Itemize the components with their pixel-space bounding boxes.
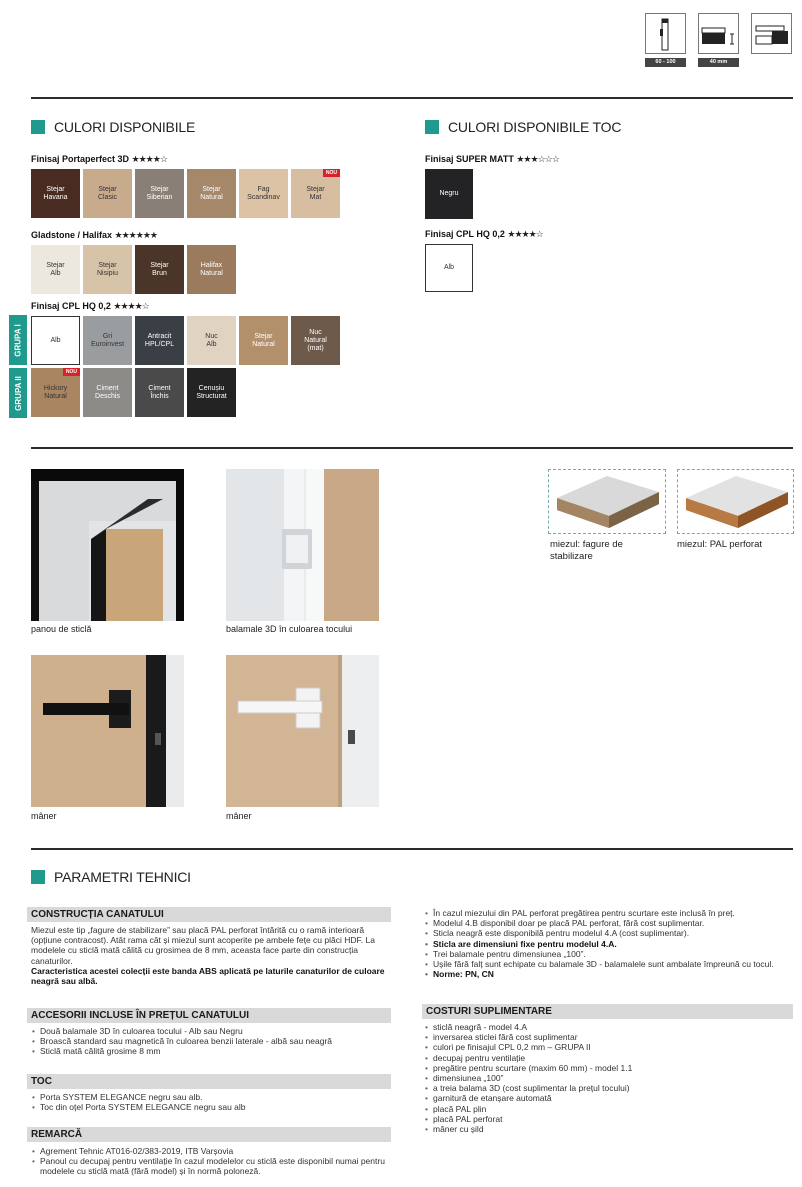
list-item: • Panoul cu decupaj pentru ventilație în cazul modelelor cu sticlă este disponibil numai pentru modelele cu sticlă mată (fără model) și în normă poloneză. <box>31 1156 393 1176</box>
list-item: • dimensiunea „100” <box>424 1073 794 1083</box>
costuri-list <box>424 1022 794 1134</box>
accesorii-list <box>31 1026 393 1057</box>
handle-black-photo <box>31 655 184 807</box>
list-item: • decupaj pentru ventilație <box>424 1053 794 1063</box>
list-item: • a treia balama 3D (cost suplimentar la prețul tocului) <box>424 1083 794 1093</box>
list-item: • inversarea sticlei fără cost suplimentar <box>424 1032 794 1042</box>
color-swatch: Stejar Brun <box>135 245 184 294</box>
super-matt-name: Finisaj SUPER MATT <box>425 154 514 164</box>
handle-white-caption: mâner <box>226 811 252 821</box>
parametri-title-text: PARAMETRI TEHNICI <box>54 869 191 885</box>
portaperfect-stars: ★★★★☆ <box>131 154 167 164</box>
swatch-toc-alb: Alb <box>425 244 473 292</box>
culori-title-text: CULORI DISPONIBILE <box>54 119 196 135</box>
wall-thickness-label: 60 - 100 <box>645 58 686 67</box>
toc-list <box>31 1092 393 1112</box>
color-swatch: Stejar Nisipiu <box>83 245 132 294</box>
gladstone-name: Gladstone / Halifax <box>31 230 113 240</box>
handle-black-caption: mâner <box>31 811 57 821</box>
frame-depth-label: 40 mm <box>698 58 739 67</box>
constructia-text: Miezul este tip „fagure de stabilizare” sau placă PAL perforat întărită cu o ramă interioară (opțiune contracost). Atât rama cât și miezul sunt acoperite pe ambele fețe cu plăci HDF. La modelele cu sticlă mată călită cu grosimea de 8 mm, aceasta face parte din construcția canaturilor. <box>31 925 375 966</box>
list-item: • sticlă neagră - model 4.A <box>424 1022 794 1032</box>
cpl-stars: ★★★★☆ <box>113 301 149 311</box>
list-item: • Sticlă mată călită grosime 8 mm <box>31 1046 393 1056</box>
list-item: • mâner cu șild <box>424 1124 794 1134</box>
divider-middle <box>31 447 793 449</box>
list-item: • culori pe finisajul CPL 0,2 mm – GRUPA II <box>424 1042 794 1052</box>
color-swatch: Stejar Mat NOU <box>291 169 340 218</box>
gladstone-stars: ★★★★★★ <box>114 230 157 240</box>
grupa-1-label: GRUPA I <box>9 315 27 365</box>
toc-cpl-title <box>425 229 543 240</box>
divider-bottom <box>31 848 793 850</box>
color-swatch: Stejar Siberian <box>135 169 184 218</box>
list-item: • Modelul 4.B disponibil doar pe placă PAL perforat, fără cost suplimentar. <box>424 918 794 928</box>
color-swatch: Cenușiu Structurat <box>187 368 236 417</box>
hinges-caption: balamale 3D în culoarea tocului <box>226 624 353 634</box>
color-swatch: Ciment Deschis <box>83 368 132 417</box>
frame-depth-icon <box>698 13 739 54</box>
color-swatch: Hickory Natural NOU <box>31 368 80 417</box>
color-swatch: Nuc Alb <box>187 316 236 365</box>
color-swatch: Antracit HPL/CPL <box>135 316 184 365</box>
toc-cpl-stars: ★★★★☆ <box>507 229 543 239</box>
list-item: • placă PAL perforat <box>424 1114 794 1124</box>
list-item: • Sticla are dimensiuni fixe pentru modelul 4.A. <box>424 939 794 949</box>
color-swatch: Stejar Natural <box>239 316 288 365</box>
list-item: • Porta SYSTEM ELEGANCE negru sau alb. <box>31 1092 393 1102</box>
right-notes-list <box>424 908 794 979</box>
remarca-header: REMARCĂ <box>27 1127 391 1142</box>
color-swatch: Stejar Havana <box>31 169 80 218</box>
grupa-2-label: GRUPA II <box>9 368 27 418</box>
constructia-header: CONSTRUCȚIA CANATULUI <box>27 907 391 922</box>
list-item: • Două balamale 3D în culoarea tocului - Alb sau Negru <box>31 1026 393 1036</box>
list-item: • garnitură de etanșare automată <box>424 1093 794 1103</box>
culori-toc-title <box>425 119 621 135</box>
super-matt-stars: ★★★☆☆☆ <box>516 154 559 164</box>
list-item: • Trei balamale pentru dimensiunea „100”. <box>424 949 794 959</box>
color-swatch: Halifax Natural <box>187 245 236 294</box>
color-swatch: Ciment Închis <box>135 368 184 417</box>
wall-thickness-icon <box>645 13 686 54</box>
list-item: • Ușile fără falț sunt echipate cu balamale 3D - balamalele sunt ambalate împreună cu tocul. <box>424 959 794 969</box>
gladstone-title <box>31 230 157 241</box>
culori-title <box>31 119 195 135</box>
portaperfect-name: Finisaj Portaperfect 3D <box>31 154 130 164</box>
list-item: • Broască standard sau magnetică în culoarea benzii laterale - albă sau neagră <box>31 1036 393 1046</box>
list-item: • În cazul miezului din PAL perforat pregătirea pentru scurtare este inclusă în preț. <box>424 908 794 918</box>
section-square-icon <box>31 120 45 134</box>
honeycomb-core-caption: miezul: fagure de stabilizare <box>550 539 623 562</box>
section-square-icon <box>425 120 439 134</box>
toc-cpl-name: Finisaj CPL HQ 0,2 <box>425 229 505 239</box>
accesorii-header: ACCESORII INCLUSE ÎN PREȚUL CANATULUI <box>27 1008 391 1023</box>
glass-panel-caption: panou de sticlă <box>31 624 92 634</box>
handle-white-photo <box>226 655 379 807</box>
culori-toc-title-text: CULORI DISPONIBILE TOC <box>448 119 622 135</box>
list-item: • Norme: PN, CN <box>424 969 794 979</box>
list-item: • Agrement Tehnic AT016-02/383-2019, ITB Varșovia <box>31 1146 393 1156</box>
remarca-list <box>31 1146 393 1177</box>
color-swatch: Stejar Alb <box>31 245 80 294</box>
new-badge: NOU <box>63 368 80 376</box>
section-square-icon <box>31 870 45 884</box>
list-item: • pregătire pentru scurtare (maxim 60 mm) - model 1.1 <box>424 1063 794 1073</box>
constructia-bold: Caracteristica acestei colecții este banda ABS aplicată pe laturile canaturilor de culoare neagră sau albă. <box>31 965 385 987</box>
frame-profile-icon <box>751 13 792 54</box>
costuri-header: COSTURI SUPLIMENTARE <box>422 1004 793 1019</box>
list-item: • Toc din oțel Porta SYSTEM ELEGANCE negru sau alb <box>31 1102 393 1112</box>
list-item: • Sticla neagră este disponibilă pentru modelul 4.A (cost suplimentar). <box>424 928 794 938</box>
list-item: • placă PAL plin <box>424 1104 794 1114</box>
portaperfect-title <box>31 154 167 165</box>
super-matt-title <box>425 154 559 165</box>
color-swatch: Stejar Natural <box>187 169 236 218</box>
pal-core-caption: miezul: PAL perforat <box>677 539 763 550</box>
new-badge: NOU <box>323 169 340 177</box>
color-swatch: Stejar Clasic <box>83 169 132 218</box>
toc-header: TOC <box>27 1074 391 1089</box>
pal-core-image <box>677 469 794 534</box>
hinges-photo <box>226 469 379 621</box>
parametri-title <box>31 869 191 885</box>
color-swatch: Nuc Natural (mat) <box>291 316 340 365</box>
divider-top <box>31 97 793 99</box>
honeycomb-core-image <box>548 469 666 534</box>
color-swatch: Alb <box>31 316 80 365</box>
color-swatch: Gri Euroinvest <box>83 316 132 365</box>
color-swatch: Fag Scandinav <box>239 169 288 218</box>
glass-panel-photo <box>31 469 184 621</box>
constructia-body <box>31 925 393 986</box>
cpl-title <box>31 301 149 312</box>
swatch-negru: Negru <box>425 169 473 219</box>
cpl-name: Finisaj CPL HQ 0,2 <box>31 301 111 311</box>
